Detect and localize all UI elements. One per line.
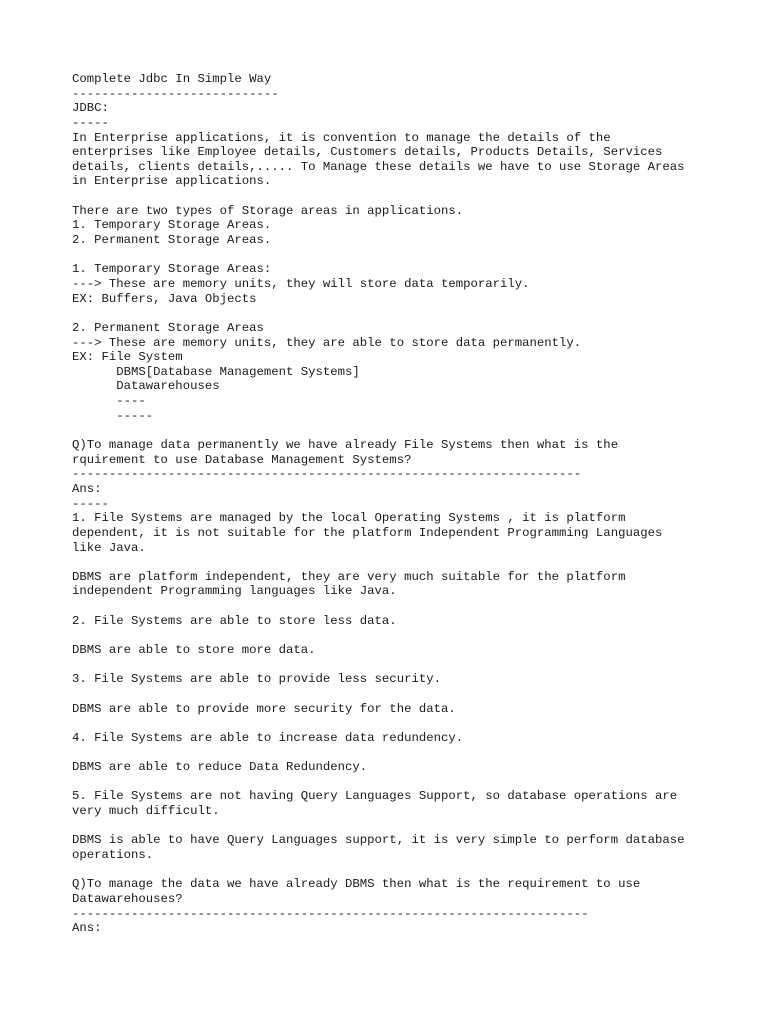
blank-line	[72, 628, 752, 643]
text-line: DBMS are able to provide more security for the data.	[72, 701, 456, 716]
blank-line	[72, 819, 752, 834]
text-line: DBMS is able to have Query Languages support, it is very simple to perform database	[72, 833, 685, 848]
subsection-heading: 1. Temporary Storage Areas:	[72, 262, 272, 277]
text-line: DBMS are platform independent, they are very much suitable for the platform	[72, 569, 626, 584]
text-line: -----	[72, 408, 154, 423]
blank-line	[72, 658, 752, 673]
text-line: Datawarehouses	[72, 379, 220, 394]
text-line: DBMS are able to reduce Data Redundency.	[72, 760, 368, 775]
list-item: 2. Permanent Storage Areas.	[72, 233, 272, 248]
question-line: Q)To manage data permanently we have already File Systems then what is the	[72, 438, 619, 453]
question-underline: ---------------------------------------------------------------------	[72, 467, 582, 482]
text-line: EX: File System	[72, 350, 183, 365]
blank-line	[72, 189, 752, 204]
text-line: very much difficult.	[72, 804, 220, 819]
answer-underline: -----	[72, 496, 109, 511]
section-underline: -----	[72, 115, 109, 130]
document-title: Complete Jdbc In Simple Way	[72, 72, 272, 86]
text-line: like Java.	[72, 540, 146, 555]
answer-heading: Ans:	[72, 481, 102, 496]
question-underline: ----------------------------------------------------------------------	[72, 906, 589, 921]
text-line: ----	[72, 394, 146, 409]
text-line: ---> These are memory units, they will store data temporarily.	[72, 276, 530, 291]
text-line: 1. File Systems are managed by the local Operating Systems , it is platform	[72, 511, 626, 526]
text-line: 3. File Systems are able to provide less security.	[72, 672, 441, 687]
blank-line	[72, 745, 752, 760]
blank-line	[72, 687, 752, 702]
section-heading: JDBC:	[72, 101, 109, 116]
question-line: Q)To manage the data we have already DBMS then what is the requirement to use	[72, 877, 641, 892]
text-line: operations.	[72, 847, 154, 862]
blank-line	[72, 555, 752, 570]
blank-line	[72, 716, 752, 731]
blank-line	[72, 775, 752, 790]
text-line: details, clients details,..... To Manage these details we have to use Storage Areas	[72, 159, 685, 174]
text-line: in Enterprise applications.	[72, 174, 272, 189]
text-line: ---> These are memory units, they are able to store data permanently.	[72, 335, 582, 350]
text-line: DBMS[Database Management Systems]	[72, 364, 360, 379]
blank-line	[72, 248, 752, 263]
text-line: enterprises like Employee details, Customers details, Products Details, Services	[72, 145, 663, 160]
blank-line	[72, 863, 752, 878]
text-line: independent Programming languages like Java.	[72, 584, 397, 599]
text-line: There are two types of Storage areas in applications.	[72, 203, 464, 218]
list-item: 1. Temporary Storage Areas.	[72, 218, 272, 233]
text-line: DBMS are able to store more data.	[72, 642, 316, 657]
text-line: EX: Buffers, Java Objects	[72, 291, 257, 306]
text-line: In Enterprise applications, it is convention to manage the details of the	[72, 130, 611, 145]
document-page	[72, 72, 752, 936]
text-line: dependent, it is not suitable for the platform Independent Programming Languages	[72, 525, 663, 540]
text-line: 2. File Systems are able to store less data.	[72, 613, 397, 628]
title-underline: ----------------------------	[72, 86, 279, 101]
blank-line	[72, 423, 752, 438]
question-line: rquirement to use Database Management Systems?	[72, 452, 412, 467]
question-line: Datawarehouses?	[72, 891, 183, 906]
subsection-heading: 2. Permanent Storage Areas	[72, 320, 264, 335]
answer-heading: Ans:	[72, 921, 102, 936]
blank-line	[72, 599, 752, 614]
text-line: 5. File Systems are not having Query Languages Support, so database operations are	[72, 789, 678, 804]
text-line: 4. File Systems are able to increase data redundency.	[72, 730, 464, 745]
blank-line	[72, 306, 752, 321]
